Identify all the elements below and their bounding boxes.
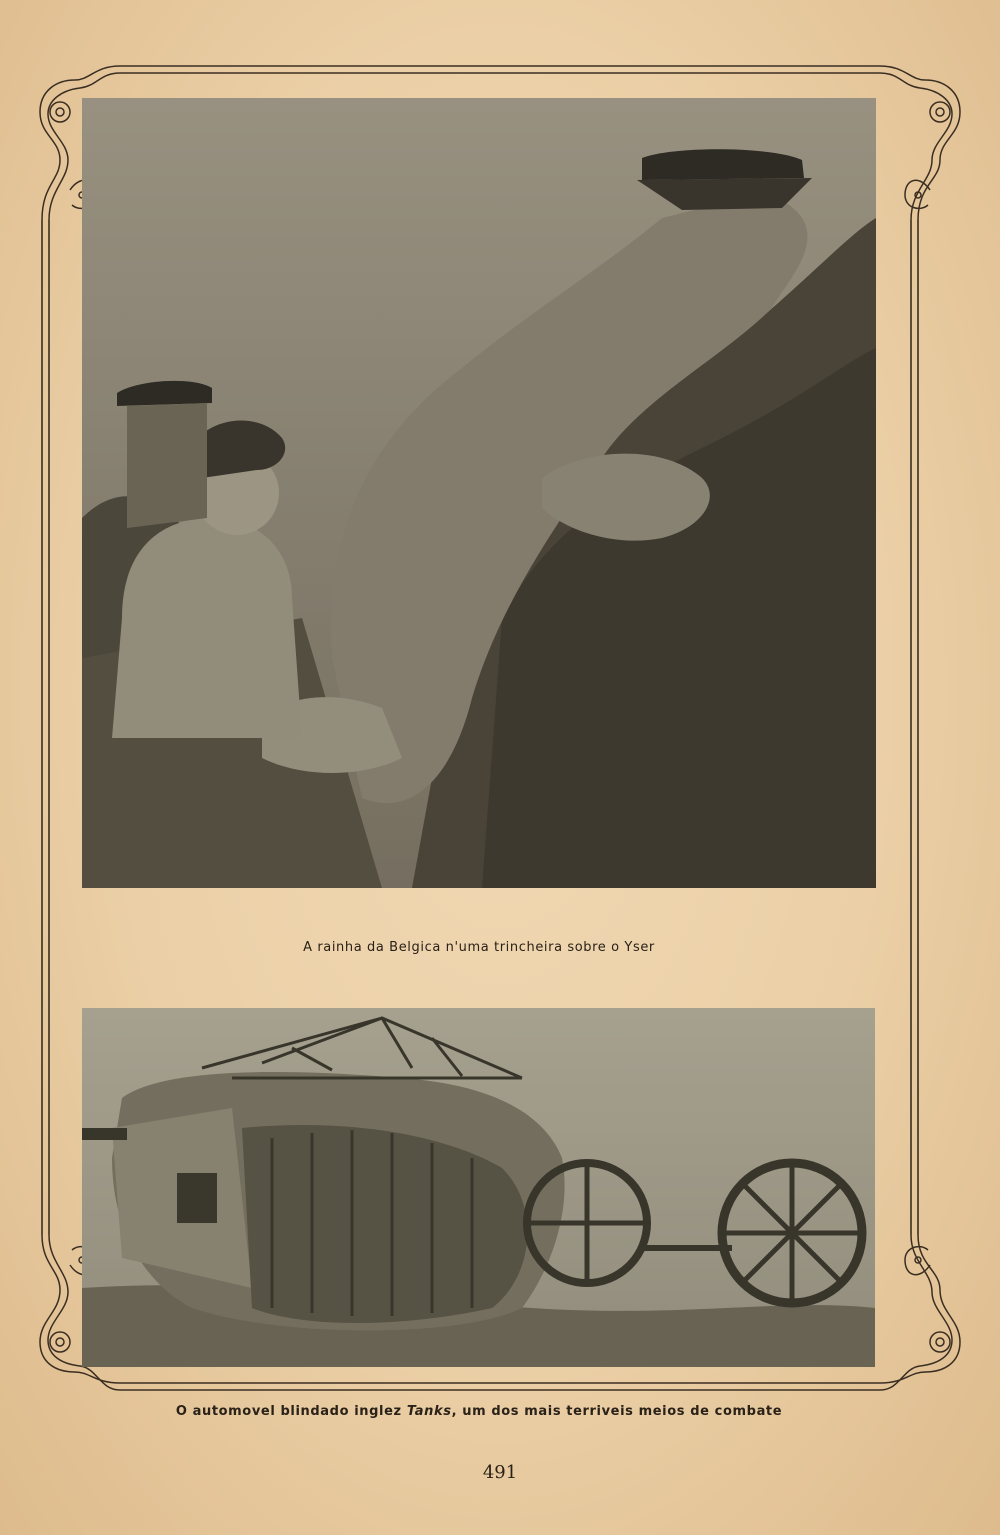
trench-photo-caption: A rainha da Belgica n'uma trincheira sobre o Yser bbox=[303, 940, 655, 955]
corner-ornament-bottom-right bbox=[880, 1235, 960, 1390]
corner-ornament-top-right bbox=[880, 66, 960, 220]
tank-caption-before: O automovel blindado inglez bbox=[175, 1404, 407, 1419]
page-number: 491 bbox=[482, 1462, 518, 1483]
tank-photo-caption bbox=[82, 1404, 876, 1419]
tank-caption-emphasis: Tanks bbox=[406, 1404, 452, 1419]
tank-photo bbox=[82, 1008, 875, 1367]
trench-photo bbox=[82, 98, 876, 888]
tank-caption-after: , um dos mais terriveis meios de combate bbox=[451, 1404, 783, 1419]
